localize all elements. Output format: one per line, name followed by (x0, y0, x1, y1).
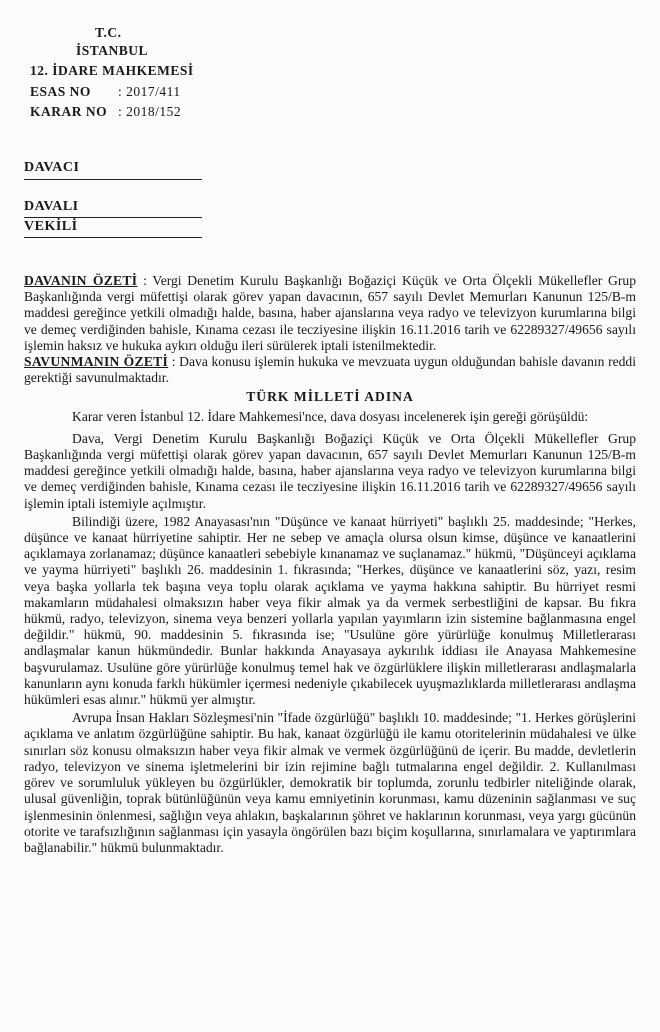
davanin-ozeti-text: : Vergi Denetim Kurulu Başkanlığı Boğaziçi Küçük ve Orta Ölçekli Mükellefler Grup Başkanlığında vergi müfettişi olarak görev yapan davacının, 657 sayılı Devlet Memurları Kanunun 125/B-m maddesi gereğince yetkili olmadığı halde, basına, haber ajanslarına veya radyo ve televizyon kurumlarına bilgi ve demeç verdiğinden bahisle, Kınama cezası ile tecziyesine ilişkin 16.11.2016 tarih ve 62289327/49656 sayılı işlemin haksız ve hukuka aykırı olduğu ileri sürülerek iptali istenilmektedir. (24, 273, 636, 353)
savunmanin-ozeti-text: : Dava konusu işlemin hukuka ve mevzuata uygun olduğundan bahisle davanın reddi gerektiği savunulmaktadır. (24, 354, 636, 386)
header-esas-label: ESAS NO (30, 84, 91, 99)
header-karar-label: KARAR NO (30, 104, 108, 119)
davanin-ozeti-paragraph (24, 273, 636, 354)
party-davaci: DAVACI (24, 160, 80, 175)
davali-underline (24, 217, 202, 218)
decision-paragraph: Avrupa İnsan Hakları Sözleşmesi'nin "İfade özgürlüğü" başlıklı 10. maddesinde; "1. Herkes görüşlerini açıklama ve anlatım özgürlüğüne sahiptir. Bu hak, kanaat özgürlüğü ile kamu otoritelerinin müdahalesi ve ülke sınırları söz konusu olmaksızın haber veya fikir almak ve vermek özgürlüğünü de içerir. Bu madde, devletlerin radyo, televizyon ve sinema işletmelerini bir izin rejimine bağlı tutmalarına engel değildir. 2. Kullanılması görev ve sorumluluk yükleyen bu özgürlükler, demokratik bir toplumda, zorunlu tedbirler niteliğinde olarak, ulusal güvenliğin, toprak bütünlüğünün veya kamu emniyetinin korunması, kamu düzeninin sağlanması ve suç işlenmesinin önlenmesi, sağlığın veya ahlakın, başkalarının şöhret ve haklarının korunması, veya yargı gücünün otorite ve tarafsızlığının sağlanması için yasayla öngörülen bazı biçim koşullarına, sınırlamalara ve yaptırımlara bağlanabilir." hükmü bulunmaktadır. (24, 710, 636, 855)
header-court: 12. İDARE MAHKEMESİ (30, 63, 194, 78)
party-davali: DAVALI (24, 199, 79, 214)
header-tc: T.C. (95, 25, 122, 40)
document-body (24, 273, 636, 856)
savunmanin-ozeti-paragraph (24, 354, 636, 386)
decision-paragraph: Karar veren İstanbul 12. İdare Mahkemesi'nce, dava dosyası incelenerek işin gereği görüşüldü: (72, 408, 589, 424)
party-vekili: VEKİLİ (24, 219, 78, 234)
davaci-underline (24, 179, 202, 180)
turk-milleti-adina-heading: TÜRK MİLLETİ ADINA (246, 389, 414, 405)
davanin-ozeti-title: DAVANIN ÖZETİ (24, 273, 138, 288)
header-city: İSTANBUL (76, 43, 149, 58)
savunmanin-ozeti-title: SAVUNMANIN ÖZETİ (24, 354, 169, 370)
vekili-underline (24, 237, 202, 238)
decision-paragraph: Bilindiği üzere, 1982 Anayasası'nın "Düşünce ve kanaat hürriyeti" başlıklı 25. maddesinde; "Herkes, düşünce ve kanaat hürriyetine sahiptir. Her ne sebep ve amaçla olursa olsun kimse, düşünce ve kanaatlerini açıklamaya zorlanamaz; düşünce kanaatleri sebebiyle kınanamaz ve suçlanamaz." hükmü, "Düşünceyi açıklama ve yayma hürriyeti" başlıklı 26. maddesinin 1. fıkrasında; "Herkes, düşünce ve kanaatlerini söz, yazı, resim veya başka yollarla tek başına veya toplu olarak açıklama ve yayma hakkına sahiptir. Bu hürriyet resmi makamların müdahalesi olmaksızın haber veya fikir almak ya da vermek serbestliğini de kapsar. Bu fıkra hükmü, radyo, televizyon, sinema veya benzeri yollarla yapılan yayımların izin sistemine bağlanmasına engel değildir." hükmü, 90. maddesinin 5. fıkrasında ise; "Usulüne göre yürürlüğe konulmuş Milletlerarası andlaşmalar kanun hükmündedir. Bunlar hakkında Anayasaya aykırılık iddiası ile Anayasa Mahkemesine başvurulamaz. Usulüne göre yürürlüğe konulmuş temel hak ve özgürlüklere ilişkin milletlerarası andlaşmalarla kanunların aynı konuda farklı hükümler içermesi nedeniyle çıkabilecek uyuşmazlıklarda milletlerarası andlaşma hükümleri esas alınır." hükmü yer almıştır. (24, 513, 636, 708)
decision-paragraph: Dava, Vergi Denetim Kurulu Başkanlığı Boğaziçi Küçük ve Orta Ölçekli Mükellefler Grup Başkanlığında vergi müfettişi olarak görev yapan davacının, 657 sayılı Devlet Memurları Kanunun 125/B-m maddesi gereğince yetkili olmadığı halde, basına, haber ajanslarına veya radyo ve televizyon kurumlarına bilgi ve demeç verdiğinden bahisle, Kınama cezası ile tecziyesine ilişkin 16.11.2016 tarih ve 62289327/49656 sayılı işlemin iptali istemiyle açılmıştır. (24, 430, 636, 511)
header-esas-value: : 2017/411 (118, 84, 181, 99)
header-karar-value: : 2018/152 (118, 104, 182, 119)
